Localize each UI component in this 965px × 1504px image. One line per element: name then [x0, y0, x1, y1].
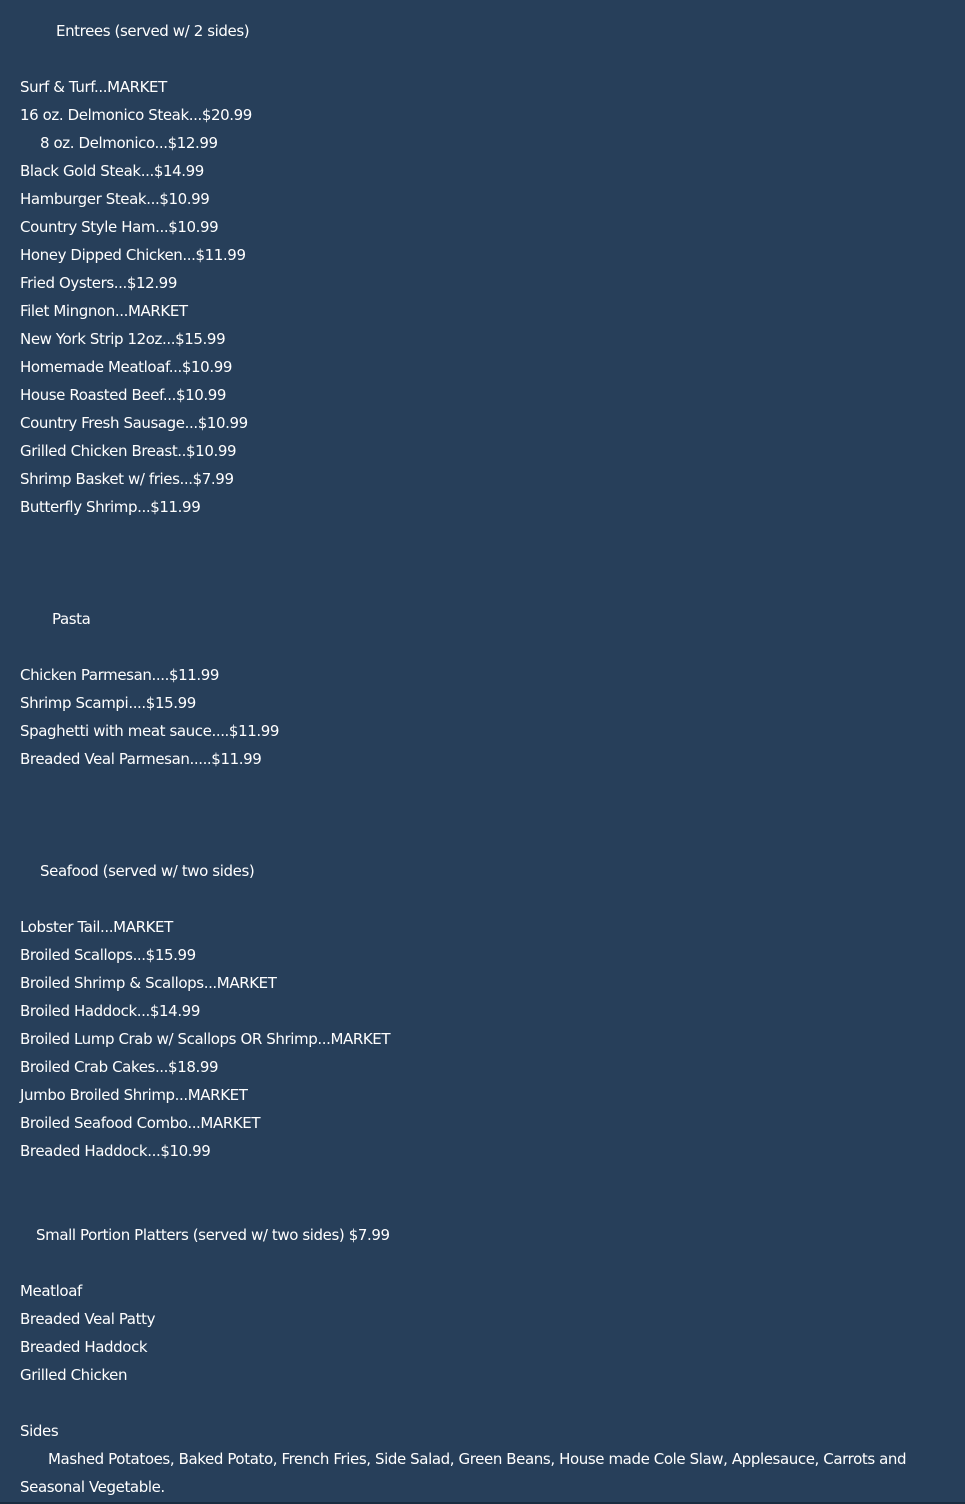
menu-item: Filet Mingnon...MARKET — [20, 302, 188, 320]
menu-item: Broiled Shrimp & Scallops...MARKET — [20, 974, 277, 992]
menu-item: Spaghetti with meat sauce....$11.99 — [20, 722, 280, 740]
menu-item: Breaded Veal Patty — [20, 1310, 156, 1328]
menu-item: Breaded Haddock...$10.99 — [20, 1142, 211, 1160]
menu-item: Honey Dipped Chicken...$11.99 — [20, 246, 246, 264]
menu-item: Lobster Tail...MARKET — [20, 918, 173, 936]
menu-item: Chicken Parmesan....$11.99 — [20, 666, 220, 684]
menu-item: 8 oz. Delmonico...$12.99 — [40, 134, 218, 152]
menu-item: Homemade Meatloaf...$10.99 — [20, 358, 232, 376]
entrees-heading: Entrees (served w/ 2 sides) — [56, 22, 250, 40]
small-portion-heading: Small Portion Platters (served w/ two sides) $7.99 — [36, 1226, 390, 1244]
menu-item: Country Style Ham...$10.99 — [20, 218, 219, 236]
menu-item: Grilled Chicken Breast..$10.99 — [20, 442, 237, 460]
menu-item: Shrimp Basket w/ fries...$7.99 — [20, 470, 234, 488]
menu-item: Black Gold Steak...$14.99 — [20, 162, 204, 180]
menu-item: Butterfly Shrimp...$11.99 — [20, 498, 201, 516]
seafood-heading: Seafood (served w/ two sides) — [40, 862, 255, 880]
pasta-heading: Pasta — [52, 610, 91, 628]
menu-item: Broiled Crab Cakes...$18.99 — [20, 1058, 219, 1076]
menu-item: Fried Oysters...$12.99 — [20, 274, 177, 292]
sides-description: Mashed Potatoes, Baked Potato, French Fries, Side Salad, Green Beans, House made Cole Slaw, Applesauce, Carrots and Seasonal Vegetable. — [20, 1450, 907, 1496]
menu-item: Grilled Chicken — [20, 1366, 128, 1384]
menu-item: 16 oz. Delmonico Steak...$20.99 — [20, 106, 252, 124]
sides-heading: Sides — [20, 1422, 59, 1440]
menu-item: Broiled Scallops...$15.99 — [20, 946, 196, 964]
menu-item: Jumbo Broiled Shrimp...MARKET — [20, 1086, 248, 1104]
menu-item: Meatloaf — [20, 1282, 82, 1300]
menu-item: Broiled Haddock...$14.99 — [20, 1002, 200, 1020]
menu-item: Broiled Seafood Combo...MARKET — [20, 1114, 261, 1132]
menu-item: Breaded Haddock — [20, 1338, 148, 1356]
menu-item: Breaded Veal Parmesan.....$11.99 — [20, 750, 262, 768]
menu-item: Broiled Lump Crab w/ Scallops OR Shrimp...MARKET — [20, 1030, 391, 1048]
menu-item: New York Strip 12oz...$15.99 — [20, 330, 226, 348]
menu-item: Shrimp Scampi....$15.99 — [20, 694, 196, 712]
menu-item: Surf & Turf...MARKET — [20, 78, 167, 96]
menu-item: Country Fresh Sausage...$10.99 — [20, 414, 248, 432]
menu-item: House Roasted Beef...$10.99 — [20, 386, 227, 404]
menu-item: Hamburger Steak...$10.99 — [20, 190, 210, 208]
